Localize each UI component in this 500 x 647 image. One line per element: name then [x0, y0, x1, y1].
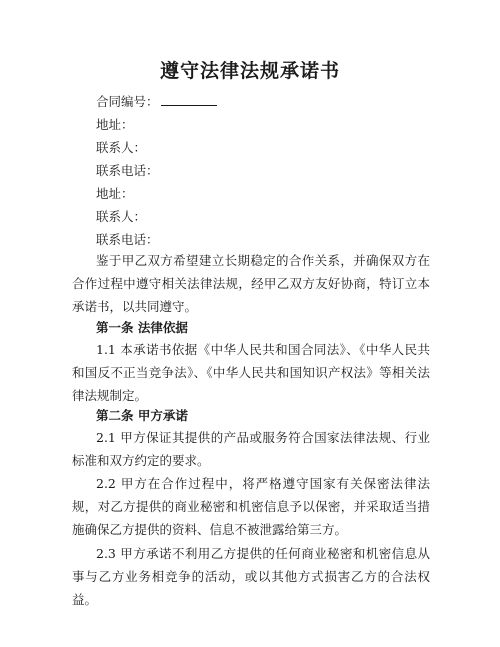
contract-number-field: [96, 92, 217, 112]
article-1-heading: 第一条 法律依据: [96, 320, 188, 335]
party-b-phone: 联系电话：: [96, 232, 159, 247]
party-a-address: 地址：: [96, 117, 134, 132]
contract-number-label: 合同编号：: [96, 94, 159, 109]
party-b-address: 地址：: [96, 186, 134, 201]
intro-paragraph: 鉴于甲乙双方希望建立长期稳定的合作关系，并确保双方在合作过程中遵守相关法律法规，经甲乙双方友好协商，特订立本承诺书，以共同遵守。: [72, 253, 430, 314]
party-b-contact: 联系人：: [96, 209, 147, 224]
party-a-contact: 联系人：: [96, 140, 147, 155]
article-2-3: 2.3 甲方承诺不利用乙方提供的任何商业秘密和机密信息从事与乙方业务相竞争的活动，或以其他方式损害乙方的合法权益。: [72, 546, 430, 607]
party-a-phone: 联系电话：: [96, 163, 159, 178]
article-2-2: 2.2 甲方在合作过程中，将严格遵守国家有关保密法律法规，对乙方提供的商业秘密和机密信息予以保密，并采取适当措施确保乙方提供的资料、信息不被泄露给第三方。: [72, 476, 430, 537]
contract-number-blank: [161, 92, 217, 106]
document-title: 遵守法律法规承诺书: [159, 60, 340, 82]
article-1-1: 1.1 本承诺书依据《中华人民共和国合同法》、《中华人民共和国反不正当竞争法》、《中华人民共和国知识产权法》等相关法律法规制定。: [72, 342, 430, 403]
article-2-heading: 第二条 甲方承诺: [96, 408, 188, 423]
article-2-1: 2.1 甲方保证其提供的产品或服务符合国家法律法规、行业标准和双方约定的要求。: [72, 430, 430, 468]
